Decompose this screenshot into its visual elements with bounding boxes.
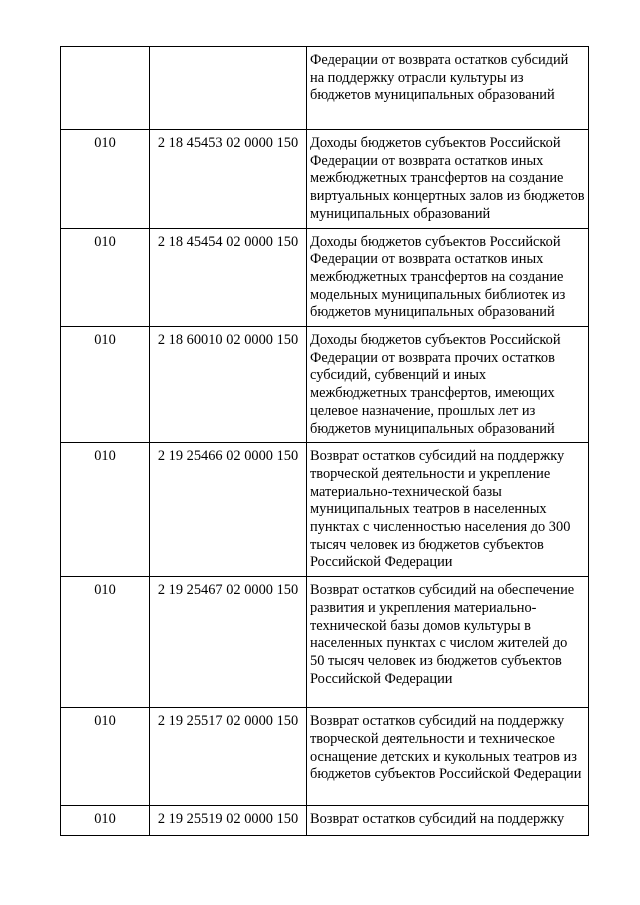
table-row	[61, 577, 589, 708]
description-cell: Доходы бюджетов субъектов Российской Федерации от возврата остатков иных межбюджетных трансфертов на создание виртуальных концертных залов из бюджетов муниципальных образований	[307, 130, 589, 229]
admin-code-cell: 010	[61, 327, 150, 443]
admin-code-cell: 010	[61, 577, 150, 708]
description-cell: Возврат остатков субсидий на обеспечение развития и укрепления материально-технической базы домов культуры в населенных пунктах с числом жителей до 50 тысяч человек из бюджетов субъектов Российской Федерации	[307, 577, 589, 708]
table-row	[61, 443, 589, 577]
table-body	[61, 47, 589, 836]
classification-code-cell: 2 19 25466 02 0000 150	[150, 443, 307, 577]
description-cell: Доходы бюджетов субъектов Российской Федерации от возврата прочих остатков субсидий, субвенций и иных межбюджетных трансфертов, имеющих целевое назначение, прошлых лет из бюджетов муниципальных образований	[307, 327, 589, 443]
description-cell: Возврат остатков субсидий на поддержку	[307, 806, 589, 836]
classification-code-cell: 2 19 25517 02 0000 150	[150, 708, 307, 806]
classification-code-cell: 2 18 45454 02 0000 150	[150, 228, 307, 327]
table-row	[61, 130, 589, 229]
admin-code-cell: 010	[61, 228, 150, 327]
description-cell: Доходы бюджетов субъектов Российской Федерации от возврата остатков иных межбюджетных трансфертов на создание модельных муниципальных библиотек из бюджетов муниципальных образований	[307, 228, 589, 327]
budget-classification-table	[60, 46, 589, 836]
classification-code-cell: 2 19 25467 02 0000 150	[150, 577, 307, 708]
table-row	[61, 228, 589, 327]
classification-code-cell: 2 19 25519 02 0000 150	[150, 806, 307, 836]
classification-code-cell: 2 18 45453 02 0000 150	[150, 130, 307, 229]
admin-code-cell: 010	[61, 806, 150, 836]
table-row	[61, 327, 589, 443]
table-row	[61, 806, 589, 836]
admin-code-cell: 010	[61, 708, 150, 806]
admin-code-cell: 010	[61, 443, 150, 577]
admin-code-cell: 010	[61, 130, 150, 229]
description-cell: Возврат остатков субсидий на поддержку творческой деятельности и укрепление материально-технической базы муниципальных театров в населенных пунктах с численностью населения до 300 тысяч человек из бюджетов субъектов Российской Федерации	[307, 443, 589, 577]
table-row	[61, 47, 589, 130]
table-row	[61, 708, 589, 806]
classification-code-cell	[150, 47, 307, 130]
classification-code-cell: 2 18 60010 02 0000 150	[150, 327, 307, 443]
admin-code-cell	[61, 47, 150, 130]
description-cell: Возврат остатков субсидий на поддержку творческой деятельности и техническое оснащение детских и кукольных театров из бюджетов субъектов Российской Федерации	[307, 708, 589, 806]
description-cell: Федерации от возврата остатков субсидий на поддержку отрасли культуры из бюджетов муниципальных образований	[307, 47, 589, 130]
